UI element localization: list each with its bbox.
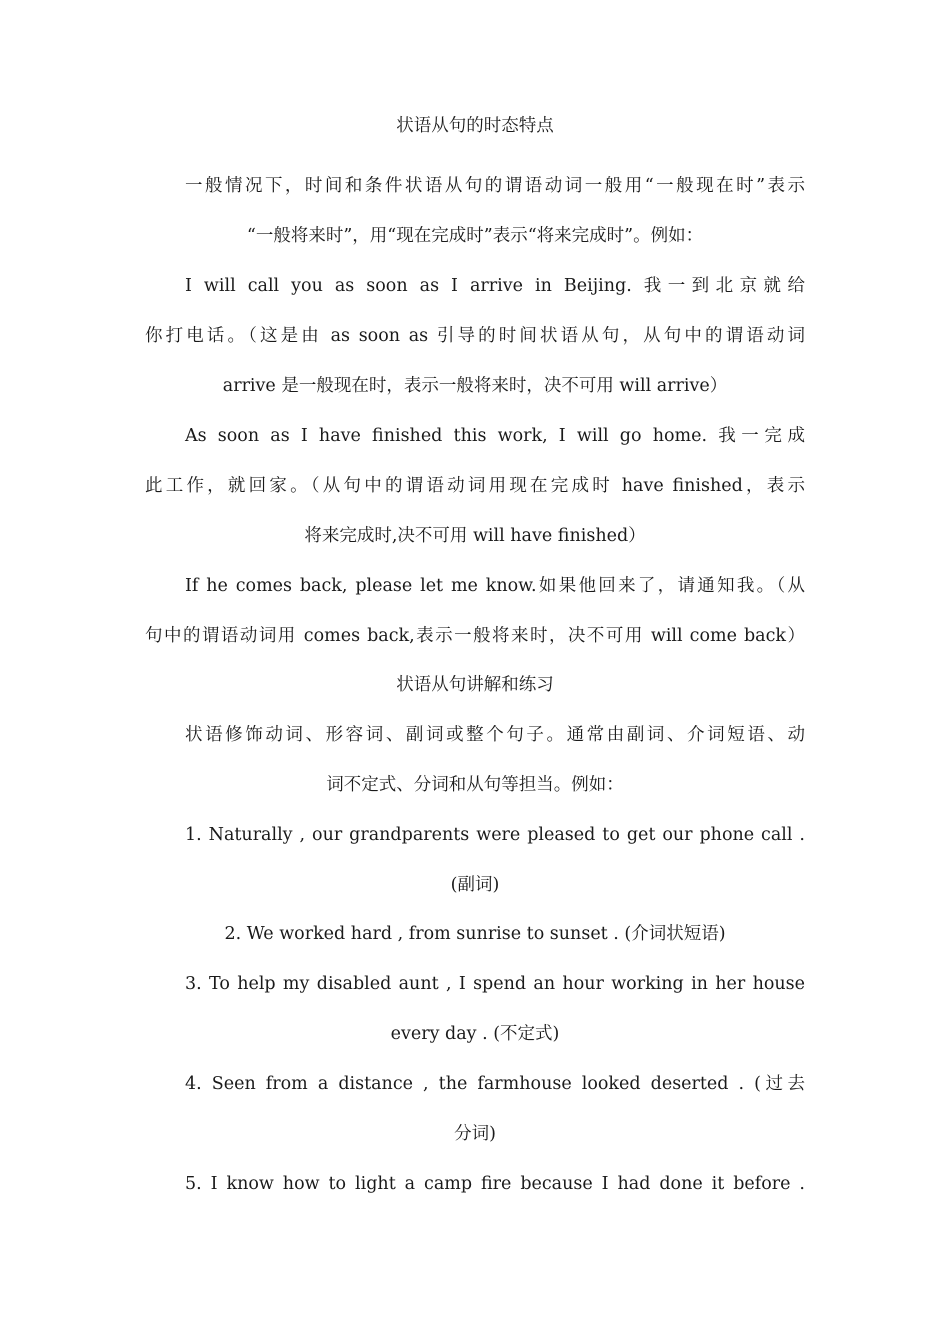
intro-line-1: 一般情况下，时间和条件状语从句的谓语动词一般用“一般现在时”表示 [185, 176, 805, 196]
example1-line-3: arrive 是一般现在时，表示一般将来时，决不可用 will arrive） [222, 376, 728, 396]
example-item-3: 3. To help my disabled aunt , I spend an hour working in her house [185, 974, 805, 994]
example-item-3-label: every day . (不定式) [390, 1024, 560, 1044]
example1-line-1: I will call you as soon as I arrive in Beijing. 我一到北京就给 [185, 276, 805, 296]
example2-line-1: As soon as I have finished this work, I will go home. 我一完成 [185, 426, 805, 446]
section2-intro-line-1: 状语修饰动词、形容词、副词或整个句子。通常由副词、介词短语、动 [185, 725, 805, 745]
example-item-4-label: 分词) [454, 1124, 496, 1144]
example2-line-2: 此工作，就回家。（从句中的谓语动词用现在完成时 have finished，表示 [145, 476, 805, 496]
section2-intro-line-2: 词不定式、分词和从句等担当。例如： [326, 775, 624, 795]
example-item-5: 5. I know how to light a camp fire because I had done it before . [185, 1174, 805, 1194]
example-item-2: 2. We worked hard , from sunrise to sunset . (介词状短语) [224, 924, 726, 944]
document-page [145, 0, 805, 1344]
example-item-1-label: (副词) [450, 875, 500, 895]
example3-line-2: 句中的谓语动词用 comes back,表示一般将来时，决不可用 will come back） [145, 626, 805, 646]
section-title-tense: 状语从句的时态特点 [396, 116, 554, 136]
example-item-1: 1. Naturally , our grandparents were pleased to get our phone call . [185, 825, 805, 845]
example-item-4: 4. Seen from a distance , the farmhouse looked deserted . (过去 [185, 1074, 805, 1094]
example1-line-2: 你打电话。（这是由 as soon as 引导的时间状语从句，从句中的谓语动词 [145, 326, 805, 346]
section-title-adverbial: 状语从句讲解和练习 [396, 675, 554, 695]
intro-line-2: “一般将来时”，用“现在完成时”表示“将来完成时”。例如： [246, 226, 704, 246]
example3-line-1: If he comes back, please let me know.如果他回来了，请通知我。（从 [185, 576, 805, 596]
example2-line-3: 将来完成时,决不可用 will have finished） [304, 526, 646, 546]
